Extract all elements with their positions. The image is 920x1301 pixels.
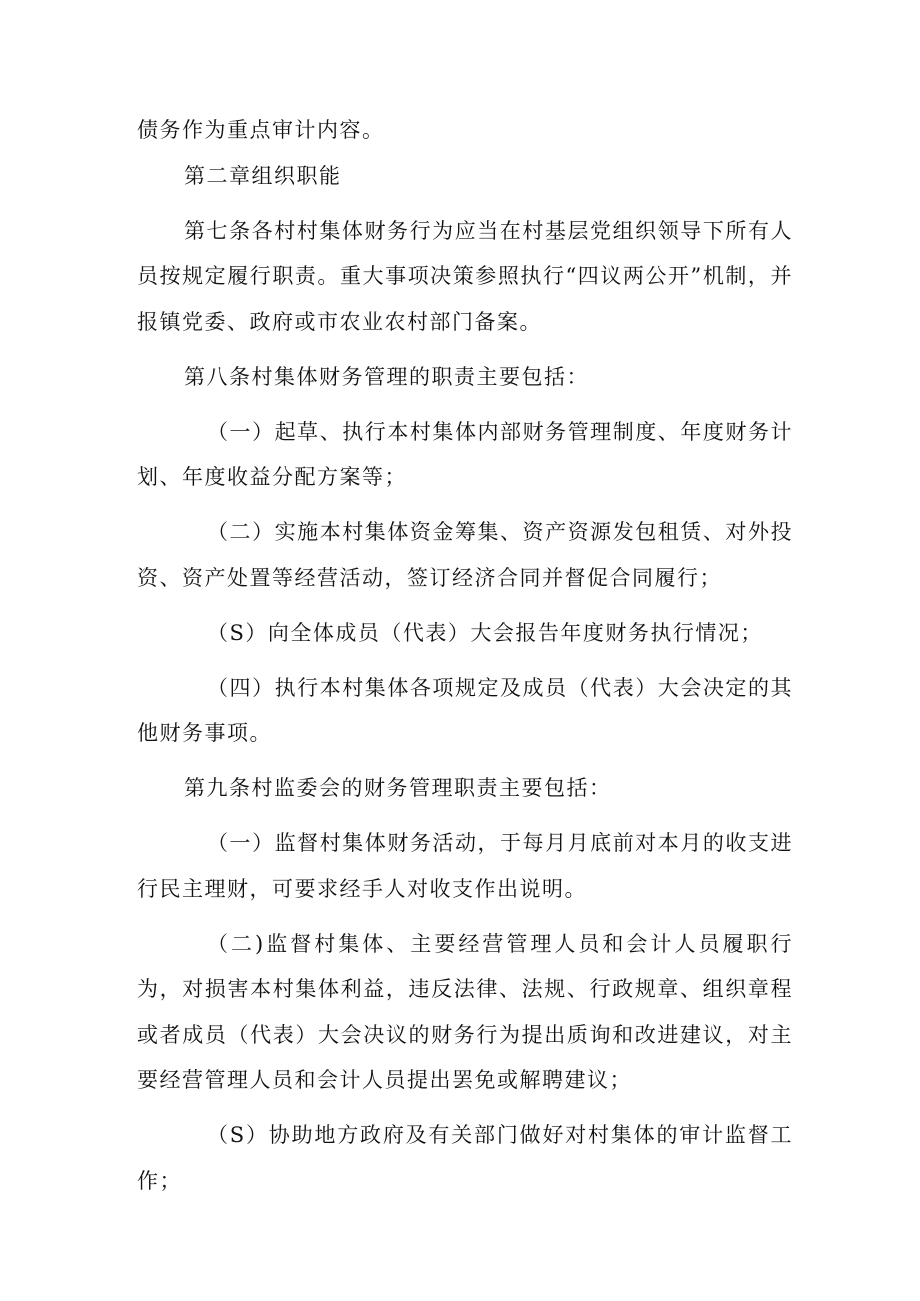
article-8-item-3: （S）向全体成员（代表）大会报告年度财务执行情况； xyxy=(207,620,763,645)
article-9-item-2: （二)监督村集体、主要经营管理人员和会计人员履职行为，对损害本村集体利益，违反法律、法规、行政规章、组织章程或者成员（代表）大会决议的财务行为提出质询和改进建议，对主要经营管理人员和会计人员提出罢免或解聘建议； xyxy=(137,931,793,1092)
article-7: 第七条各村村集体财务行为应当在村基层党组织领导下所有人员按规定履行职责。重大事项决策参照执行“四议两公开”机制，并报镇党委、政府或市农业农村部门备案。 xyxy=(137,218,793,334)
article-9-item-3: （S）协助地方政府及有关部门做好对村集体的审计监督工作； xyxy=(137,1123,793,1193)
document-body xyxy=(137,108,793,1214)
chapter-heading: 第二章组织职能 xyxy=(184,163,342,188)
article-8-item-4: （四）执行本村集体各项规定及成员（代表）大会决定的其他财务事项。 xyxy=(137,675,793,745)
article-9: 第九条村监委会的财务管理职责主要包括： xyxy=(184,776,612,800)
article-8-item-2: （二）实施本村集体资金筹集、资产资源发包租赁、对外投资、资产处置等经营活动，签订经济合同并督促合同履行； xyxy=(137,520,793,590)
article-8-item-1: （一）起草、执行本村集体内部财务管理制度、年度财务计划、年度收益分配方案等； xyxy=(137,419,793,489)
paragraph-continuation: 债务作为重点审计内容。 xyxy=(137,118,385,142)
article-9-item-1: （一）监督村集体财务活动，于每月月底前对本月的收支进行民主理财，可要求经手人对收支作出说明。 xyxy=(137,831,793,901)
article-8: 第八条村集体财务管理的职责主要包括： xyxy=(184,364,589,389)
